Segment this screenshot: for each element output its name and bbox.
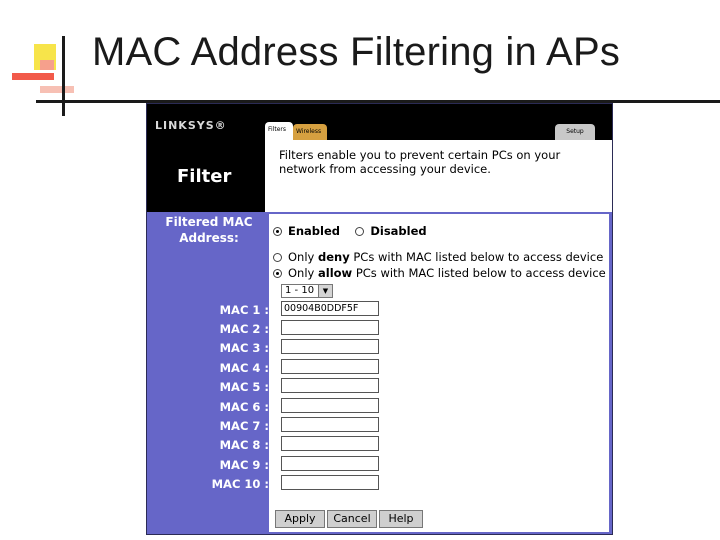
mac-input-7[interactable] [281, 417, 379, 432]
tab-wireless[interactable]: Wireless [293, 124, 327, 140]
mac-input-3[interactable] [281, 339, 379, 354]
decor-vertical-line [62, 36, 65, 116]
mac-label: MAC 2 : [219, 322, 269, 336]
apply-button[interactable]: Apply [275, 510, 325, 528]
decor-red-bar [12, 73, 54, 80]
mac-label: MAC 5 : [219, 380, 269, 394]
allow-radio[interactable] [273, 269, 282, 278]
help-button[interactable]: Help [379, 510, 423, 528]
mac-input-5[interactable] [281, 378, 379, 393]
deny-keyword: deny [318, 250, 350, 264]
description-text: Filters enable you to prevent certain PCs on your network from accessing your device. [279, 148, 561, 176]
enabled-radio[interactable] [273, 227, 282, 236]
allow-keyword: allow [318, 266, 353, 280]
mac-label: MAC 1 : [219, 303, 269, 317]
mac-input-10[interactable] [281, 475, 379, 490]
range-select[interactable] [281, 284, 333, 298]
mac-input-1[interactable]: 00904B0DDF5F [281, 301, 379, 316]
enable-radio-group [273, 224, 427, 238]
allow-option[interactable] [273, 266, 606, 280]
decor-pink-bar [40, 86, 74, 93]
mac-label: MAC 7 : [219, 419, 269, 433]
deny-suffix: PCs with MAC listed below to access device [349, 250, 604, 264]
deny-prefix: Only [288, 250, 318, 264]
router-config-screenshot [146, 103, 613, 535]
cancel-button[interactable]: Cancel [327, 510, 377, 528]
section-title: Filter [177, 166, 232, 187]
mac-label: MAC 8 : [219, 438, 269, 452]
decor-orange-square [40, 60, 54, 70]
disabled-radio[interactable] [355, 227, 364, 236]
mac-label: MAC 10 : [211, 477, 269, 491]
deny-option[interactable] [273, 250, 603, 264]
mac-label: MAC 3 : [219, 341, 269, 355]
allow-prefix: Only [288, 266, 318, 280]
linksys-logo: LINKSYS® [155, 119, 227, 132]
enabled-label: Enabled [288, 224, 341, 238]
deny-radio[interactable] [273, 253, 282, 262]
chevron-down-icon[interactable]: ▼ [318, 285, 332, 297]
mac-label: MAC 4 : [219, 361, 269, 375]
mac-input-2[interactable] [281, 320, 379, 335]
mac-label: MAC 6 : [219, 400, 269, 414]
tab-filters[interactable]: Filters [265, 122, 293, 140]
description-box [265, 140, 612, 212]
slide-title: MAC Address Filtering in APs [92, 30, 621, 74]
disabled-label: Disabled [370, 224, 427, 238]
mac-label: MAC 9 : [219, 458, 269, 472]
tab-setup[interactable]: Setup [555, 124, 595, 140]
mac-input-8[interactable] [281, 436, 379, 451]
mac-input-9[interactable] [281, 456, 379, 471]
allow-suffix: PCs with MAC listed below to access device [352, 266, 606, 280]
range-select-value: 1 - 10 [285, 285, 315, 296]
mac-input-4[interactable] [281, 359, 379, 374]
mac-input-6[interactable] [281, 398, 379, 413]
filtered-mac-label: Filtered MAC Address: [165, 215, 253, 245]
header-bar [147, 104, 612, 140]
